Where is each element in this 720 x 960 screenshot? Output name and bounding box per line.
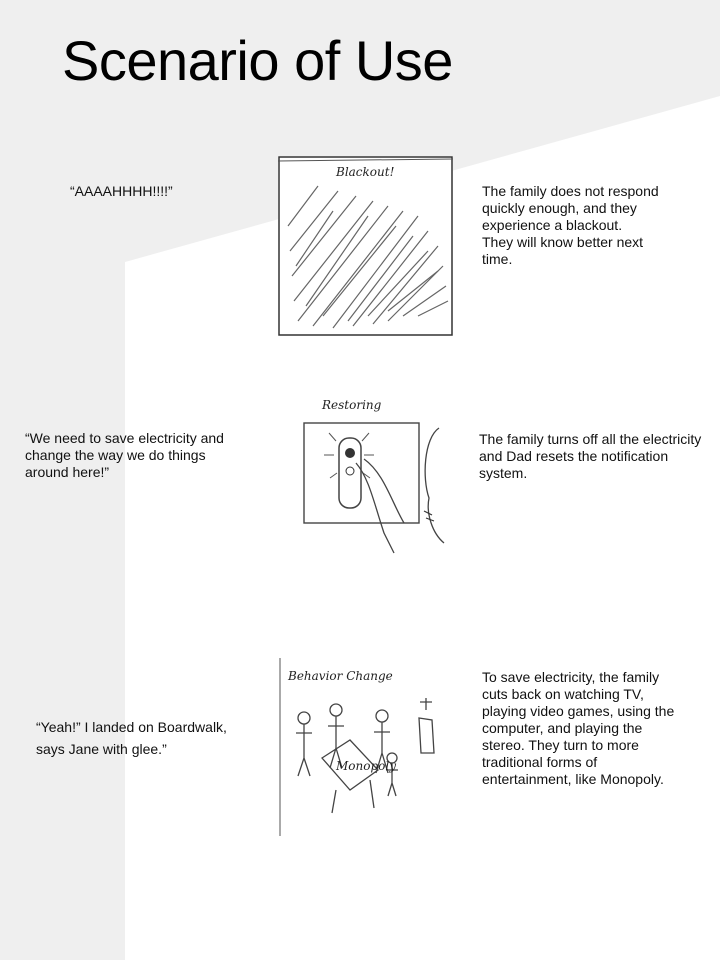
panel-3-quote: “Yeah!” I landed on Boardwalk, says Jane with glee.” — [36, 719, 227, 757]
panel-2-description: The family turns off all the electricity and Dad resets the notification system. — [479, 431, 702, 481]
panel-1-description: The family does not respond quickly enough, and they experience a blackout. They will know better next time. — [482, 183, 659, 267]
sketch-restoring-caption: Restoring — [322, 398, 382, 412]
sketch-behavior-change-caption: Behavior Change — [288, 669, 393, 683]
panel-3-description: To save electricity, the family cuts back on watching TV, playing video games, using the computer, and playing the stereo. They turn to more traditional forms of entertainment, like Monopoly. — [482, 669, 675, 787]
panel-1-quote: “AAAAHHHH!!!!” — [70, 183, 173, 199]
page-title: Scenario of Use — [62, 29, 453, 92]
sketch-restoring — [274, 393, 449, 558]
sketch-behavior-change — [274, 658, 449, 836]
monopoly-board-label: Monopoly — [336, 759, 396, 773]
sketch-blackout-caption: Blackout! — [336, 165, 395, 179]
panel-2-quote: “We need to save electricity and change the way we do things around here!” — [25, 430, 224, 480]
sketch-blackout — [278, 156, 453, 336]
